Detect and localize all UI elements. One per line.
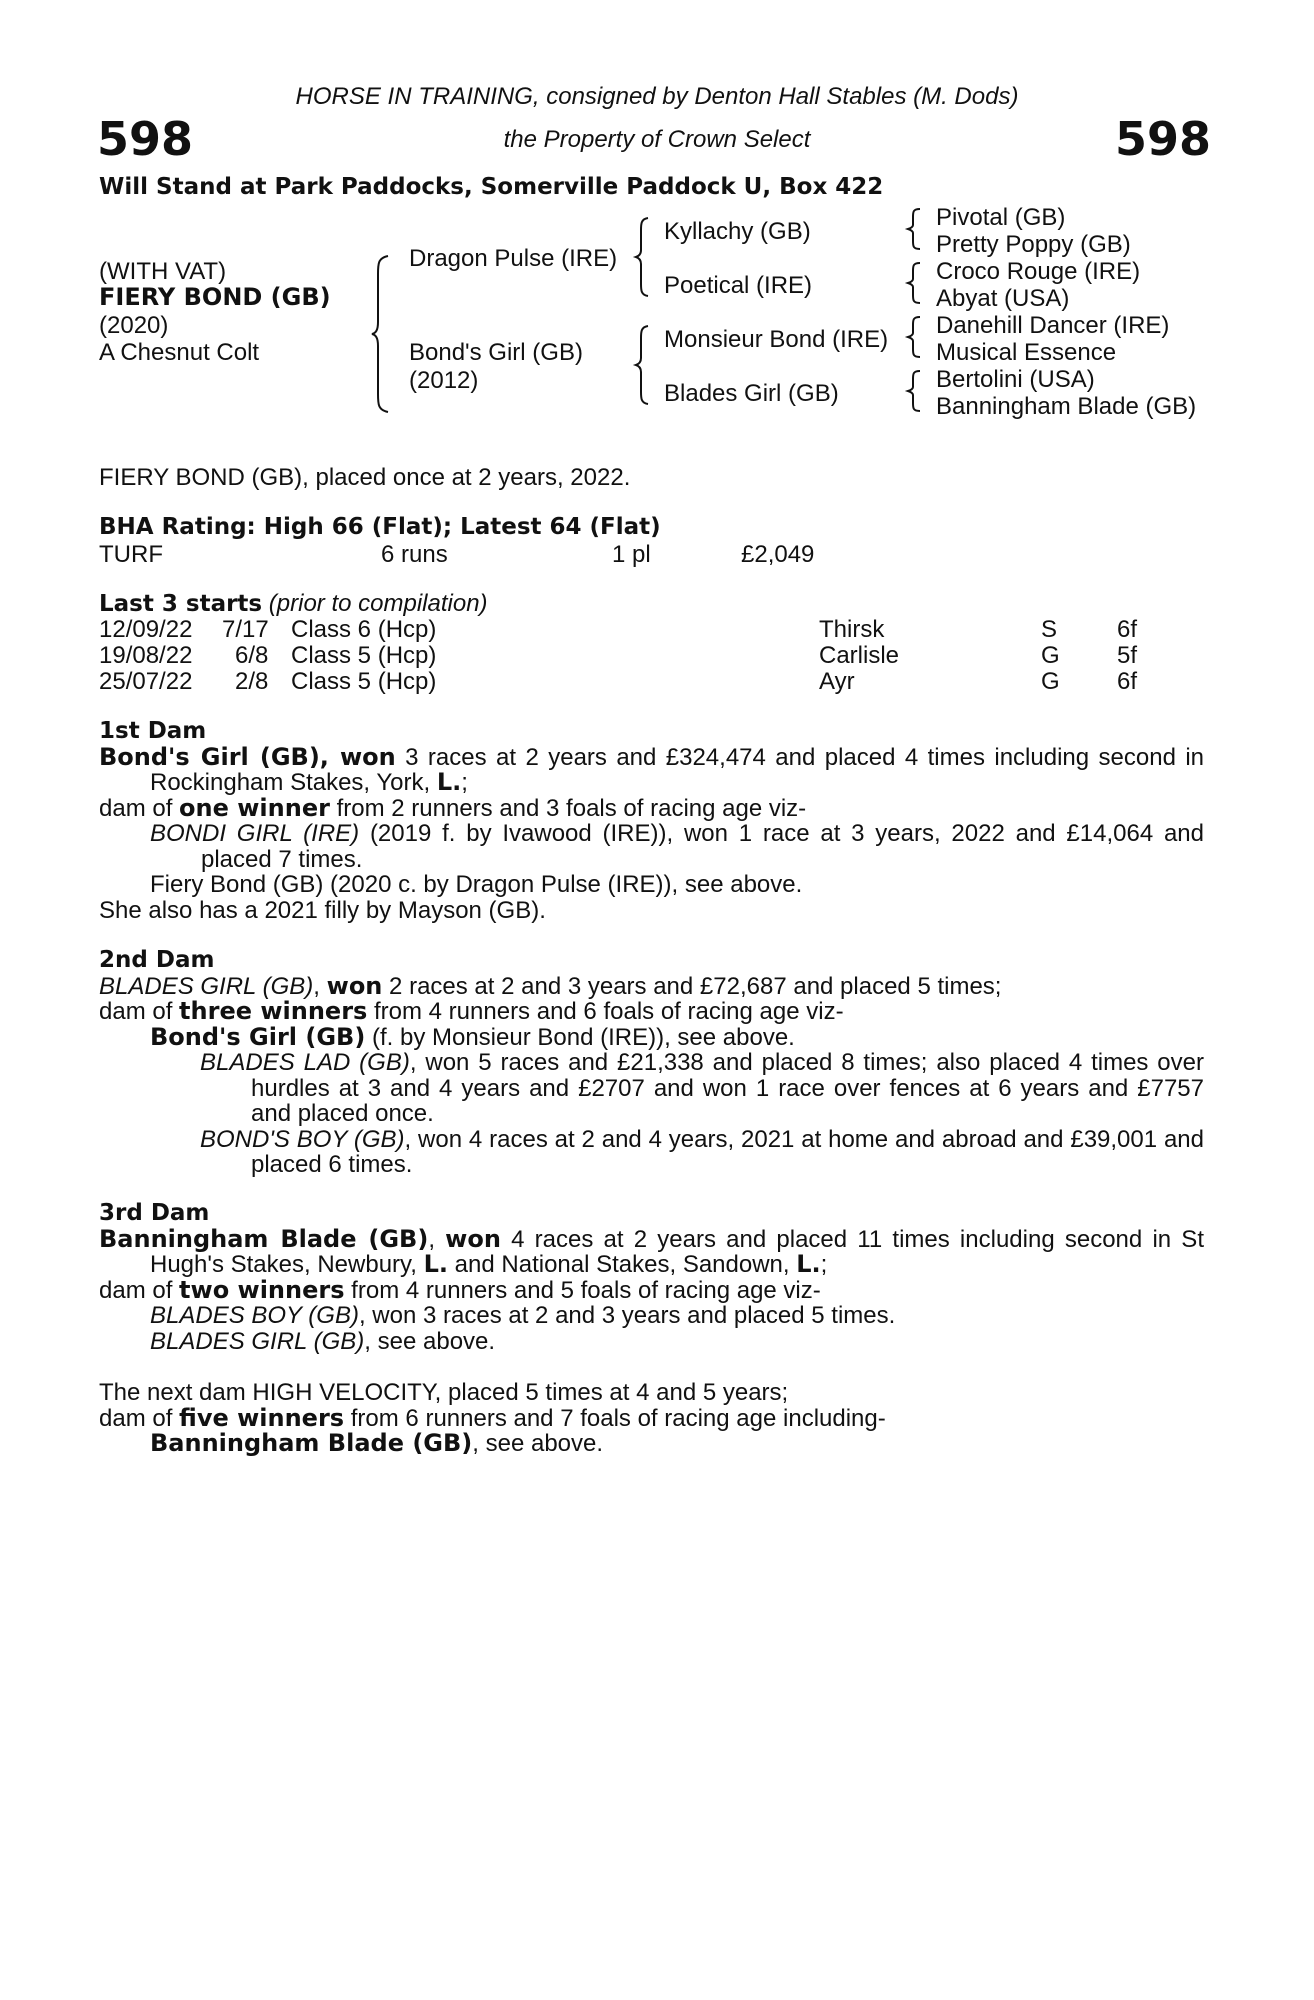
start-distance: 6f <box>1117 668 1138 695</box>
start-position: 6/8 <box>235 642 269 669</box>
lot-number-left: 598 <box>97 112 194 166</box>
race-summary: FIERY BOND (GB), placed once at 2 years, 2022. <box>99 464 631 491</box>
progeny-text: , see above. <box>472 1430 604 1457</box>
start-going: G <box>1041 642 1060 669</box>
list-item <box>99 1431 1204 1457</box>
second-dam-heading: 2nd Dam <box>99 947 215 973</box>
third-dam-section <box>99 1201 1204 1354</box>
pedigree-sds: Croco Rouge (IRE) <box>936 258 1141 285</box>
progeny-text: , won 3 races at 2 and 3 years and placed 5 times. <box>358 1302 896 1329</box>
second-dam-name: BLADES GIRL (GB) <box>99 972 314 1000</box>
lot-number-right: 598 <box>1115 112 1212 166</box>
pedigree-bracket-sd <box>908 261 922 305</box>
stand-location: Will Stand at Park Paddocks, Somerville Paddock U, Box 422 <box>99 174 884 200</box>
runners-text: from 4 runners and 5 foals of racing age viz- <box>344 1276 821 1304</box>
pedigree-dam-year: (2012) <box>409 367 479 394</box>
pedigree-ddd: Banningham Blade (GB) <box>936 393 1197 420</box>
runners-text: from 6 runners and 7 foals of racing age including- <box>344 1404 886 1432</box>
listed-marker: L. <box>423 1250 449 1278</box>
horse-year: (2020) <box>99 312 169 339</box>
next-dam-record: The next dam HIGH VELOCITY, placed 5 times at 4 and 5 years; <box>99 1379 789 1406</box>
start-race: Class 6 (Hcp) <box>291 616 437 643</box>
pedigree-bracket-dam <box>636 324 650 406</box>
first-dam-also: She also has a 2021 filly by Mayson (GB). <box>99 896 546 924</box>
start-date: 12/09/22 <box>99 616 193 643</box>
next-dam-section <box>99 1380 1204 1457</box>
pedigree-sdd: Abyat (USA) <box>936 285 1070 312</box>
start-distance: 5f <box>1117 642 1138 669</box>
list-item <box>99 1127 1204 1178</box>
pedigree-sire: Dragon Pulse (IRE) <box>409 245 618 272</box>
pedigree-bracket-main <box>372 254 392 414</box>
pedigree-bracket-sire <box>636 216 650 298</box>
start-date: 19/08/22 <box>99 642 193 669</box>
winners-count: five winners <box>179 1403 345 1432</box>
pedigree-dam-dam: Blades Girl (GB) <box>664 380 839 407</box>
second-dam-text: 2 races at 2 and 3 years and £72,687 and placed 5 times; <box>382 972 1002 1000</box>
pedigree-bracket-ds <box>908 315 922 359</box>
horse-description: A Chesnut Colt <box>99 339 260 366</box>
list-item <box>99 1329 1204 1355</box>
start-position: 2/8 <box>235 668 269 695</box>
progeny-name: Bond's Girl (GB) <box>150 1022 366 1051</box>
third-dam-name: Banningham Blade (GB) <box>99 1224 429 1253</box>
progeny-name: Banningham Blade (GB) <box>150 1429 473 1457</box>
progeny-text: , won 5 races and £21,338 and placed 8 times; also placed 4 times over hurdles at 3 and 4 years and £2707 and won 1 race over fences at 6 years and £7757 and placed once. <box>251 1049 1204 1127</box>
punctuation: ; <box>820 1251 828 1278</box>
runners-text: from 4 runners and 6 foals of racing age viz- <box>367 998 844 1025</box>
pedigree-bracket-dd <box>908 369 922 413</box>
start-position: 7/17 <box>222 616 269 643</box>
start-course: Ayr <box>819 668 855 695</box>
consignor-line: HORSE IN TRAINING, consigned by Denton Hall Stables (M. Dods) <box>295 83 1019 110</box>
dam-of-text: dam of <box>99 998 180 1025</box>
third-dam-record: Banningham Blade (GB), won 4 races at 2 years and placed 11 times including second in St Hugh's Stakes, Newbury, L. and National Stakes, Sandown, L.; <box>99 1224 1204 1278</box>
list-item <box>99 821 1204 872</box>
won-label: won <box>326 971 383 1000</box>
starts-note: (prior to compilation) <box>268 590 488 617</box>
progeny-text: , won 4 races at 2 and 4 years, 2021 at home and abroad and £39,001 and placed 6 times. <box>251 1125 1204 1178</box>
start-race: Class 5 (Hcp) <box>291 668 437 695</box>
third-dam-text-2: and National Stakes, Sandown, <box>448 1251 797 1278</box>
progeny-name: BLADES GIRL (GB) <box>150 1327 365 1355</box>
rating-runs: 6 runs <box>381 541 448 568</box>
pedigree-dss: Danehill Dancer (IRE) <box>936 312 1170 339</box>
dam-of-text: dam of <box>99 794 180 822</box>
progeny-name: BONDI GIRL (IRE) <box>150 820 360 847</box>
progeny-text: (2019 f. by Ivawood (IRE)), won 1 race at 3 years, 2022 and £14,064 and placed 7 times. <box>201 820 1205 873</box>
vat-label: (WITH VAT) <box>99 258 227 285</box>
list-item <box>99 1303 1204 1329</box>
winners-count: one winner <box>179 793 330 822</box>
rating-heading: BHA Rating: High 66 (Flat); Latest 64 (Flat) <box>99 514 661 540</box>
list-item: Fiery Bond (GB) (2020 c. by Dragon Pulse (IRE)), see above. <box>150 871 803 898</box>
pedigree-sss: Pivotal (GB) <box>936 204 1066 231</box>
start-going: S <box>1041 616 1058 643</box>
start-race: Class 5 (Hcp) <box>291 642 437 669</box>
start-course: Thirsk <box>819 616 885 643</box>
second-dam-section <box>99 948 1204 1178</box>
starts-heading: Last 3 starts <box>99 591 263 617</box>
dam-of-text: dam of <box>99 1404 180 1432</box>
second-dam-record: BLADES GIRL (GB), won 2 races at 2 and 3 years and £72,687 and placed 5 times; <box>99 971 1002 1000</box>
list-item <box>99 1022 1204 1051</box>
list-item <box>99 1050 1204 1127</box>
pedigree-dsd: Musical Essence <box>936 339 1117 366</box>
progeny-name: BOND'S BOY (GB) <box>200 1125 405 1153</box>
punctuation: ; <box>461 769 468 796</box>
start-course: Carlisle <box>819 642 900 669</box>
won-label: won <box>445 1224 501 1253</box>
third-dam-heading: 3rd Dam <box>99 1200 210 1226</box>
progeny-text: (f. by Monsieur Bond (IRE)), see above. <box>365 1023 795 1051</box>
first-dam-heading: 1st Dam <box>99 718 207 744</box>
pedigree-sire-sire: Kyllachy (GB) <box>664 218 811 245</box>
rating-surface: TURF <box>99 541 163 568</box>
pedigree-dds: Bertolini (USA) <box>936 366 1095 393</box>
starts-heading-line <box>99 591 488 617</box>
pedigree-bracket-ss <box>908 207 922 251</box>
property-line: the Property of Crown Select <box>503 126 811 153</box>
rating-earnings: £2,049 <box>741 541 815 568</box>
first-dam-section <box>99 719 1204 923</box>
dam-of-text: dam of <box>99 1276 180 1304</box>
first-dam-name: Bond's Girl (GB), won <box>99 742 396 771</box>
progeny-name: BLADES LAD (GB) <box>200 1049 410 1076</box>
first-dam-text: 3 races at 2 years and £324,474 and placed 4 times including second in Rockingham Stakes, York, <box>150 743 1205 796</box>
listed-marker: L. <box>436 768 462 796</box>
pedigree-dam: Bond's Girl (GB) <box>409 339 583 366</box>
first-dam-record <box>99 742 1205 796</box>
horse-name: FIERY BOND (GB) <box>99 283 331 311</box>
third-dam-text: 4 races at 2 years and placed 11 times including second in St Hugh's Stakes, Newbury, <box>150 1225 1204 1278</box>
pedigree-dam-sire: Monsieur Bond (IRE) <box>664 326 889 353</box>
start-date: 25/07/22 <box>99 668 193 695</box>
pedigree-sire-dam: Poetical (IRE) <box>664 272 813 299</box>
start-distance: 6f <box>1117 616 1138 643</box>
listed-marker: L. <box>796 1250 821 1278</box>
start-going: G <box>1041 668 1060 695</box>
first-dam-produce-line <box>99 793 1204 822</box>
third-dam-produce-line <box>99 1275 1204 1304</box>
progeny-text: , see above. <box>364 1327 496 1355</box>
rating-placed: 1 pl <box>612 541 651 568</box>
next-dam-produce-line <box>99 1403 1204 1432</box>
winners-count: two winners <box>179 1275 345 1304</box>
progeny-name: BLADES BOY (GB) <box>150 1302 359 1329</box>
pedigree-ssd: Pretty Poppy (GB) <box>936 231 1131 258</box>
runners-text: from 2 runners and 3 foals of racing age viz- <box>329 794 807 822</box>
winners-count: three winners <box>179 997 368 1025</box>
second-dam-produce-line <box>99 999 1204 1025</box>
